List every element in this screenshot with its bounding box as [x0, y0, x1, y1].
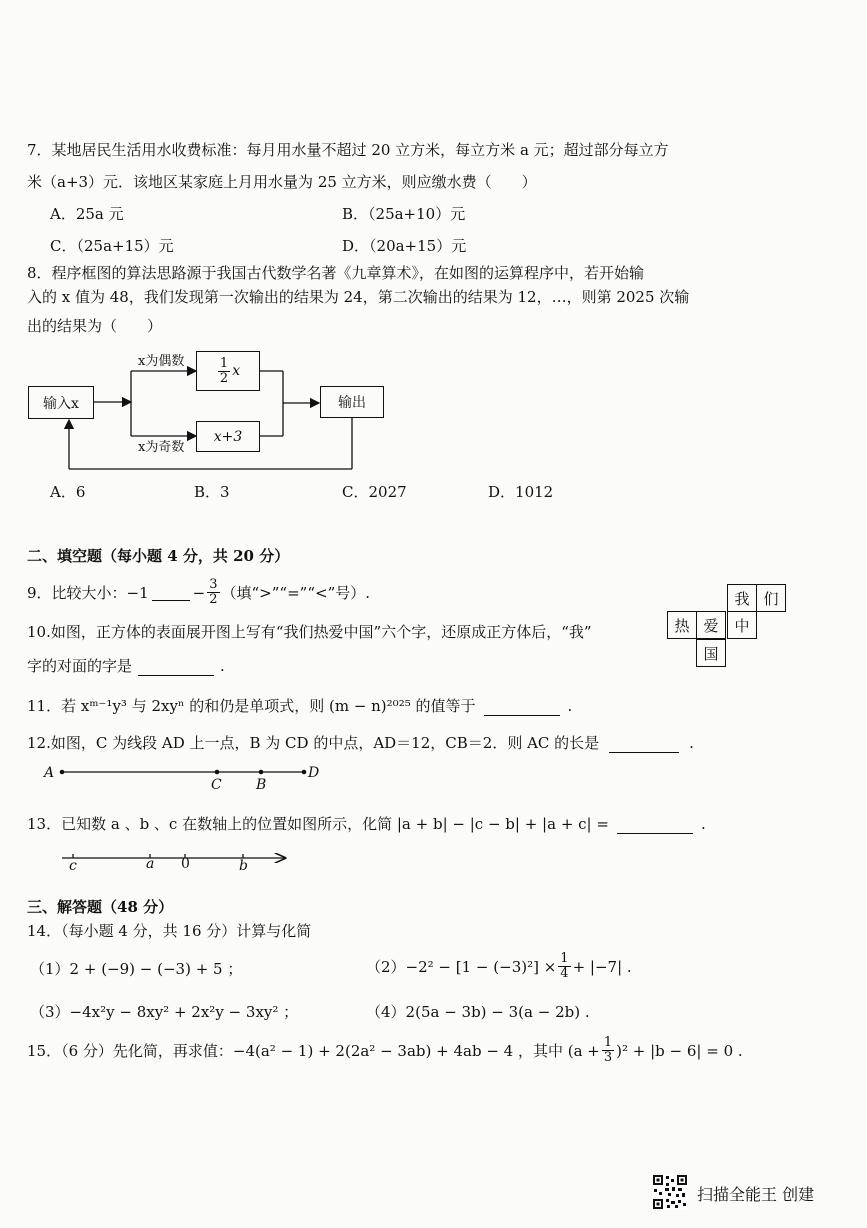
q10-end: .: [220, 657, 225, 675]
label-a: A: [44, 765, 55, 781]
label-c: C: [211, 777, 222, 793]
numline-label-c: c: [69, 858, 77, 874]
q13-end: .: [700, 815, 706, 833]
q9-prefix: 9．比较大小：−1: [27, 583, 149, 602]
numline-label-a: a: [146, 856, 155, 872]
q9-minus: −: [192, 583, 206, 602]
point-b: [259, 770, 264, 775]
cube-cell-wo: 我: [727, 584, 757, 612]
q11-answer-blank[interactable]: [484, 699, 560, 716]
flow-even-label: x为偶数: [138, 354, 185, 369]
flowchart-connectors: [0, 0, 867, 500]
point-d: [302, 770, 307, 775]
q9-denominator: 2: [209, 592, 218, 607]
flow-half-numerator: 1: [219, 355, 229, 371]
q7-line2: 米（a+3）元．该地区某家庭上月用水量为 25 立方米，则应缴水费（ ）: [27, 173, 537, 191]
q11-end: .: [567, 697, 573, 715]
q8-line1: 8．程序框图的算法思路源于我国古代数学名著《九章算术》，在如图的运算程序中，若开始输: [27, 264, 645, 282]
q15-pre: 15．（6 分）先化简，再求值：−4(a² − 1) + 2(2a² − 3ab) + 4ab − 4 ，其中 (a +: [27, 1041, 600, 1060]
q10-answer-blank[interactable]: [138, 659, 214, 676]
q10-line1: 10.如图，正方体的表面展开图上写有“我们热爱中国”六个字，还原成正方体后，“我”: [27, 623, 592, 641]
q7-option-b: B．（25a+10）元: [342, 205, 466, 223]
label-d: D: [308, 765, 320, 781]
q8-line2: 入的 x 值为 48，我们发现第一次输出的结果为 24，第二次输出的结果为 12，…，则第 2025 次输: [27, 288, 690, 306]
q14-part4: （4）2(5a − 3b) − 3(a − 2b) .: [366, 1003, 590, 1021]
q11-text: 11．若 xᵐ⁻¹y³ 与 2xyⁿ 的和仍是单项式，则 (m − n)²⁰²⁵ 的值等于: [27, 697, 476, 715]
cube-cell-men: 们: [756, 584, 786, 612]
q10-line2: [27, 656, 225, 676]
cube-cell-ai: 爱: [696, 611, 726, 639]
label-b: B: [256, 777, 267, 793]
q15-fraction: [602, 1036, 614, 1065]
q7-option-c: C．（25a+15）元: [50, 237, 174, 255]
q7-option-d: D．（20a+15）元: [342, 237, 467, 255]
q8-option-b: B．3: [194, 483, 230, 501]
q13-answer-blank[interactable]: [617, 817, 693, 834]
flow-input-box: 输入x: [28, 386, 94, 419]
q14-part2-numerator: 1: [560, 951, 569, 966]
q12: [27, 733, 694, 753]
q14-part1: （1）2 + (−9) − (−3) + 5 ；: [30, 960, 243, 978]
q7-option-a: A．25a 元: [50, 205, 124, 223]
flow-half-fraction: [218, 357, 230, 386]
q9-fraction: [207, 578, 219, 607]
q14-title: 14．（每小题 4 分，共 16 分）计算与化简: [27, 922, 312, 940]
point-a: [60, 770, 65, 775]
cube-cell-zhong: 中: [727, 611, 757, 639]
qr-code-icon: [652, 1174, 688, 1210]
q14-part3: （3）−4x²y − 8xy² + 2x²y − 3xy² ；: [30, 1003, 299, 1021]
q14-part2-pre: （2）−2² − [1 − (−3)²] ×: [366, 957, 557, 976]
q13-text: 13．已知数 a 、b 、c 在数轴上的位置如图所示，化简 |a + b| − |c − b| + |a + c| =: [27, 815, 609, 833]
q15-numerator: 1: [603, 1035, 613, 1050]
scanner-watermark: 扫描全能王 创建: [697, 1185, 815, 1204]
section-3-title: 三、解答题（48 分）: [27, 898, 174, 916]
q14-part2-fraction: [558, 952, 570, 981]
q15: [27, 1036, 743, 1065]
q14-part2-denominator: 4: [560, 966, 569, 981]
numline-label-zero: 0: [181, 856, 190, 872]
numline-label-b: b: [239, 858, 248, 874]
cube-cell-re: 热: [667, 611, 697, 639]
q8-option-d: D．1012: [488, 483, 554, 501]
q14-part2: [366, 952, 632, 981]
point-c: [215, 770, 220, 775]
q8-option-c: C．2027: [342, 483, 407, 501]
q11: [27, 696, 572, 716]
q13: [27, 814, 706, 834]
flow-half-variable: x: [232, 363, 241, 379]
q9-suffix: （填“>”“=”“<”号）.: [221, 583, 370, 602]
section-2-title: 二、填空题（每小题 4 分，共 20 分）: [27, 547, 290, 565]
flow-half-box: [196, 351, 260, 391]
flow-output-box: 输出: [320, 386, 384, 418]
q8-option-a: A．6: [50, 483, 86, 501]
q14-part2-post: + |−7| .: [572, 957, 632, 976]
q12-end: .: [689, 734, 694, 752]
cube-cell-guo: 国: [696, 639, 726, 667]
q12-text: 12.如图，C 为线段 AD 上一点，B 为 CD 的中点，AD＝12，CB＝2．则 AC 的长是: [27, 734, 600, 752]
flow-half-denominator: 2: [219, 370, 229, 386]
q9: [27, 578, 370, 607]
q15-denominator: 3: [603, 1050, 613, 1065]
flow-odd-label: x为奇数: [138, 440, 185, 455]
q9-answer-blank[interactable]: [152, 584, 190, 601]
q7-line1: 7．某地居民生活用水收费标准：每月用水量不超过 20 立方米，每立方米 a 元；超过部分每立方: [27, 141, 669, 159]
q15-post: )² + |b − 6| = 0 .: [616, 1041, 743, 1060]
q10-line2-text: 字的对面的字是: [27, 657, 133, 675]
q12-answer-blank[interactable]: [609, 736, 679, 753]
q8-line3: 出的结果为（ ）: [27, 317, 163, 335]
q9-numerator: 3: [209, 577, 218, 592]
flow-plus3-box: x+3: [196, 421, 260, 452]
